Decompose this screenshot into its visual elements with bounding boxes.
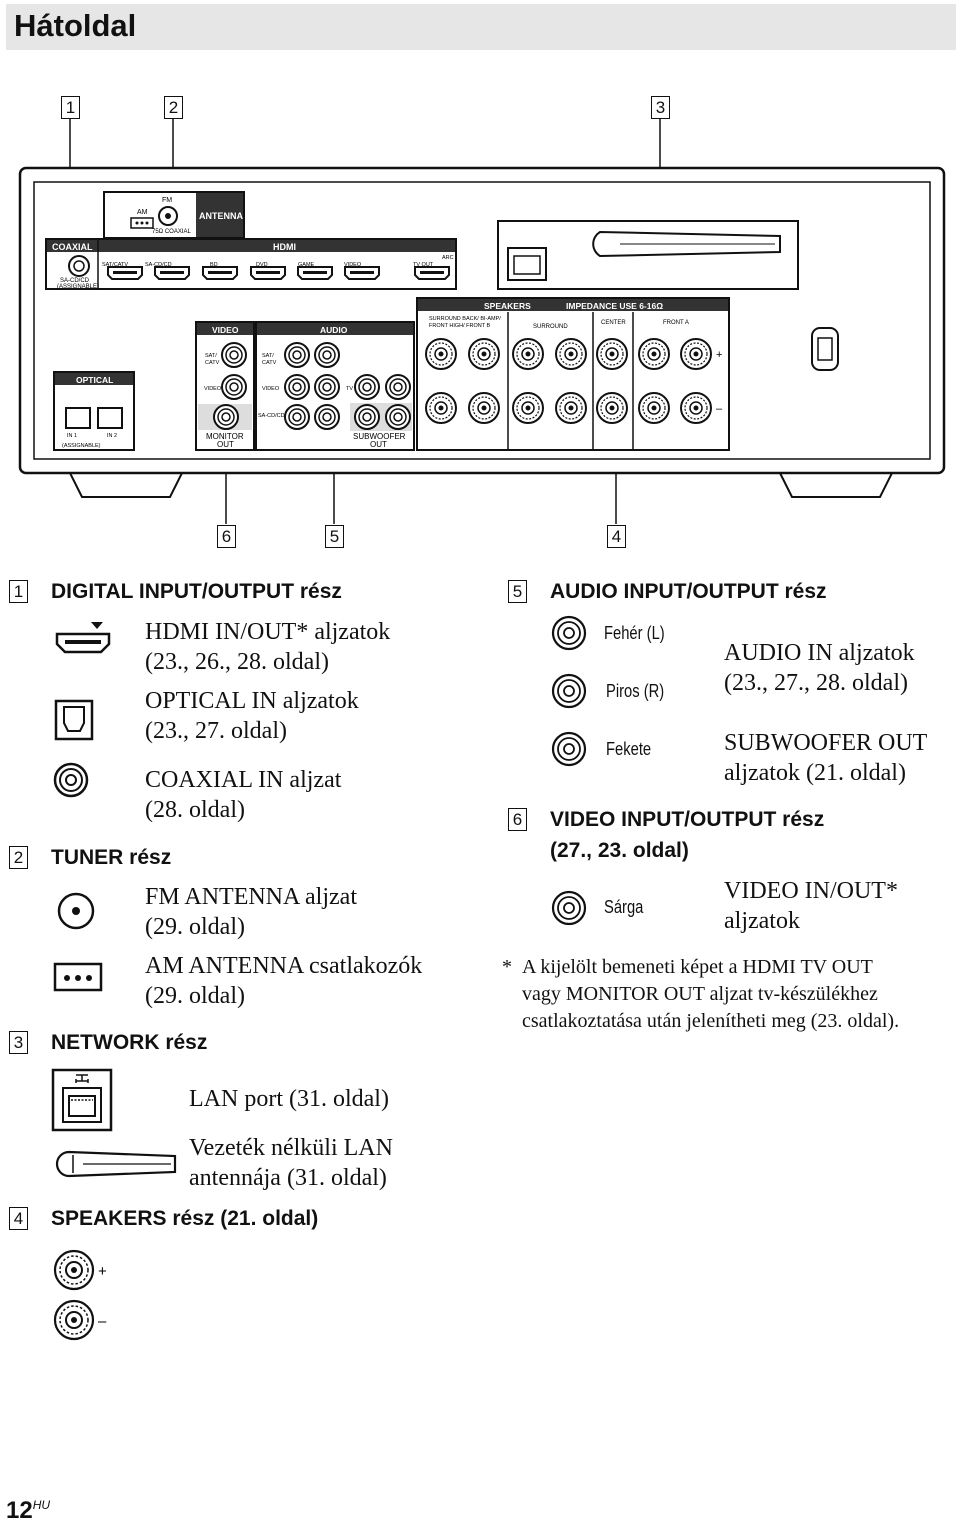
hdmi-port-label: SA-CD/CD bbox=[145, 262, 172, 268]
lan-desc: LAN port (31. oldal) bbox=[189, 1086, 389, 1112]
coax-assign-label: (ASSIGNABLE) bbox=[57, 284, 100, 290]
rca-jack-icons bbox=[551, 615, 589, 771]
hdmi-desc-l2: (23., 26., 28. oldal) bbox=[145, 649, 329, 675]
surround-label: SURROUND bbox=[533, 324, 568, 330]
hdmi-icon bbox=[55, 620, 111, 660]
hdmi-port-label: VIDEO bbox=[344, 262, 362, 268]
audio-in-desc-l2: (23., 27., 28. oldal) bbox=[724, 670, 908, 696]
section-6-title: VIDEO INPUT/OUTPUT rész bbox=[550, 808, 825, 831]
hdmi-port-label: TV OUT bbox=[413, 262, 434, 268]
footnote-mark: * bbox=[502, 956, 512, 978]
section-4-number: 4 bbox=[9, 1207, 28, 1230]
hdmi-port-label: SAT/CATV bbox=[102, 262, 129, 268]
wlan-desc-l2: antennája (31. oldal) bbox=[189, 1165, 387, 1191]
catv-label: CATV bbox=[262, 360, 277, 366]
callout-5: 5 bbox=[325, 525, 344, 548]
coaxial-desc-l2: (28. oldal) bbox=[145, 797, 245, 823]
monitor-out-label: OUT bbox=[217, 440, 234, 449]
impedance-label: IMPEDANCE USE 6-16Ω bbox=[566, 301, 664, 311]
rear-panel-diagram bbox=[0, 0, 960, 560]
catv-label: CATV bbox=[205, 360, 220, 366]
sub-out-desc-l1: SUBWOOFER OUT bbox=[724, 730, 928, 756]
fm-desc-l2: (29. oldal) bbox=[145, 914, 245, 940]
fm-label: FM bbox=[162, 197, 173, 204]
coaxial-jack-icon bbox=[53, 762, 89, 798]
speaker-terminal-icon bbox=[52, 1248, 114, 1344]
section-3-number: 3 bbox=[9, 1031, 28, 1054]
page-number-value: 12 bbox=[6, 1497, 33, 1524]
callout-4: 4 bbox=[607, 525, 626, 548]
callout-3: 3 bbox=[651, 96, 670, 119]
wlan-desc-l1: Vezeték nélküli LAN bbox=[189, 1135, 393, 1161]
front-a-label: FRONT A bbox=[663, 320, 689, 326]
minus-sign: – bbox=[98, 1313, 107, 1330]
am-desc-l1: AM ANTENNA csatlakozók bbox=[145, 953, 423, 979]
sat-label: SAT/ bbox=[262, 353, 274, 359]
footnote-l2: vagy MONITOR OUT aljzat tv-készülékhez bbox=[522, 983, 878, 1005]
coax75-label: 75Ω COAXIAL bbox=[152, 229, 191, 235]
fm-desc-l1: FM ANTENNA aljzat bbox=[145, 884, 357, 910]
audio-box-label: AUDIO bbox=[320, 325, 348, 335]
callout-1: 1 bbox=[61, 96, 80, 119]
video-row-label: VIDEO bbox=[204, 386, 222, 392]
surround-back-label: SURROUND BACK/ BI-AMP/ bbox=[429, 316, 501, 322]
subwoofer-label: SUBWOOFER bbox=[353, 432, 406, 441]
coaxial-label: COAXIAL bbox=[52, 242, 93, 252]
section-6-number: 6 bbox=[508, 808, 527, 831]
optical-box-label: OPTICAL bbox=[76, 375, 114, 385]
sacd-label: SA-CD/CD bbox=[258, 413, 285, 419]
page-number bbox=[6, 1497, 50, 1525]
arc-label: ARC bbox=[442, 255, 454, 261]
black-label: Fekete bbox=[606, 739, 652, 759]
audio-in-desc-l1: AUDIO IN aljzatok bbox=[724, 640, 915, 666]
monitor-label: MONITOR bbox=[206, 432, 244, 441]
tv-label: TV bbox=[346, 386, 354, 392]
opt2-label: IN 2 bbox=[107, 433, 118, 439]
video-box-label: VIDEO bbox=[212, 325, 239, 335]
fm-antenna-icon bbox=[56, 891, 96, 931]
am-antenna-icon bbox=[53, 962, 103, 992]
antenna-label: ANTENNA bbox=[199, 211, 243, 221]
video-desc-l1: VIDEO IN/OUT* bbox=[724, 878, 898, 904]
coax-sub-label: SA-CD/CD bbox=[60, 278, 90, 284]
am-desc-l2: (29. oldal) bbox=[145, 983, 245, 1009]
opt1-label: IN 1 bbox=[67, 433, 78, 439]
plus-sign: + bbox=[98, 1263, 107, 1280]
section-5-number: 5 bbox=[508, 580, 527, 603]
sub-out-desc-l2: aljzatok (21. oldal) bbox=[724, 760, 906, 786]
center-label: CENTER bbox=[601, 320, 626, 326]
section-2-number: 2 bbox=[9, 846, 28, 869]
callout-2: 2 bbox=[164, 96, 183, 119]
wireless-antenna-icon bbox=[53, 1149, 179, 1179]
plus-label: + bbox=[716, 349, 723, 361]
optical-desc-l2: (23., 27. oldal) bbox=[145, 718, 287, 744]
hdmi-port-label: BD bbox=[210, 262, 218, 268]
footnote-l1: A kijelölt bemeneti képet a HDMI TV OUT bbox=[522, 956, 873, 978]
yellow-label: Sárga bbox=[604, 897, 644, 917]
minus-label: – bbox=[716, 403, 723, 415]
yellow-video-jack-icon bbox=[551, 890, 589, 928]
hdmi-port-label: DVD bbox=[256, 262, 268, 268]
white-l-label: Fehér (L) bbox=[604, 623, 665, 643]
lan-port-icon bbox=[51, 1068, 113, 1132]
section-1-number: 1 bbox=[9, 580, 28, 603]
opt-assign-label: (ASSIGNABLE) bbox=[62, 443, 101, 449]
video-row-label: VIDEO bbox=[262, 386, 280, 392]
section-5-title: AUDIO INPUT/OUTPUT rész bbox=[550, 580, 827, 603]
am-label: AM bbox=[137, 209, 148, 216]
hdmi-desc-l1: HDMI IN/OUT* aljzatok bbox=[145, 619, 391, 645]
section-6-title-pages: (27., 23. oldal) bbox=[550, 839, 689, 862]
section-1-title: DIGITAL INPUT/OUTPUT rész bbox=[51, 580, 342, 603]
page-lang: HU bbox=[32, 1498, 51, 1512]
front-high-label: FRONT HIGH/ FRONT B bbox=[429, 323, 491, 329]
coaxial-desc-l1: COAXIAL IN aljzat bbox=[145, 767, 342, 793]
speakers-label: SPEAKERS bbox=[484, 301, 531, 311]
optical-icon bbox=[54, 699, 94, 741]
hdmi-port-label: GAME bbox=[298, 262, 315, 268]
video-desc-l2: aljzatok bbox=[724, 908, 800, 934]
hdmi-label: HDMI bbox=[273, 242, 296, 252]
subwoofer-out-label: OUT bbox=[370, 440, 387, 449]
footnote-l3: csatlakoztatása után jelenítheti meg (23. oldal). bbox=[522, 1010, 900, 1032]
section-2-title: TUNER rész bbox=[51, 846, 172, 869]
page-title: Hátoldal bbox=[14, 8, 137, 43]
section-4-title: SPEAKERS rész (21. oldal) bbox=[51, 1207, 319, 1230]
section-3-title: NETWORK rész bbox=[51, 1031, 208, 1054]
red-r-label: Piros (R) bbox=[606, 681, 665, 701]
optical-desc-l1: OPTICAL IN aljzatok bbox=[145, 688, 359, 714]
sat-label: SAT/ bbox=[205, 353, 217, 359]
callout-6: 6 bbox=[217, 525, 236, 548]
